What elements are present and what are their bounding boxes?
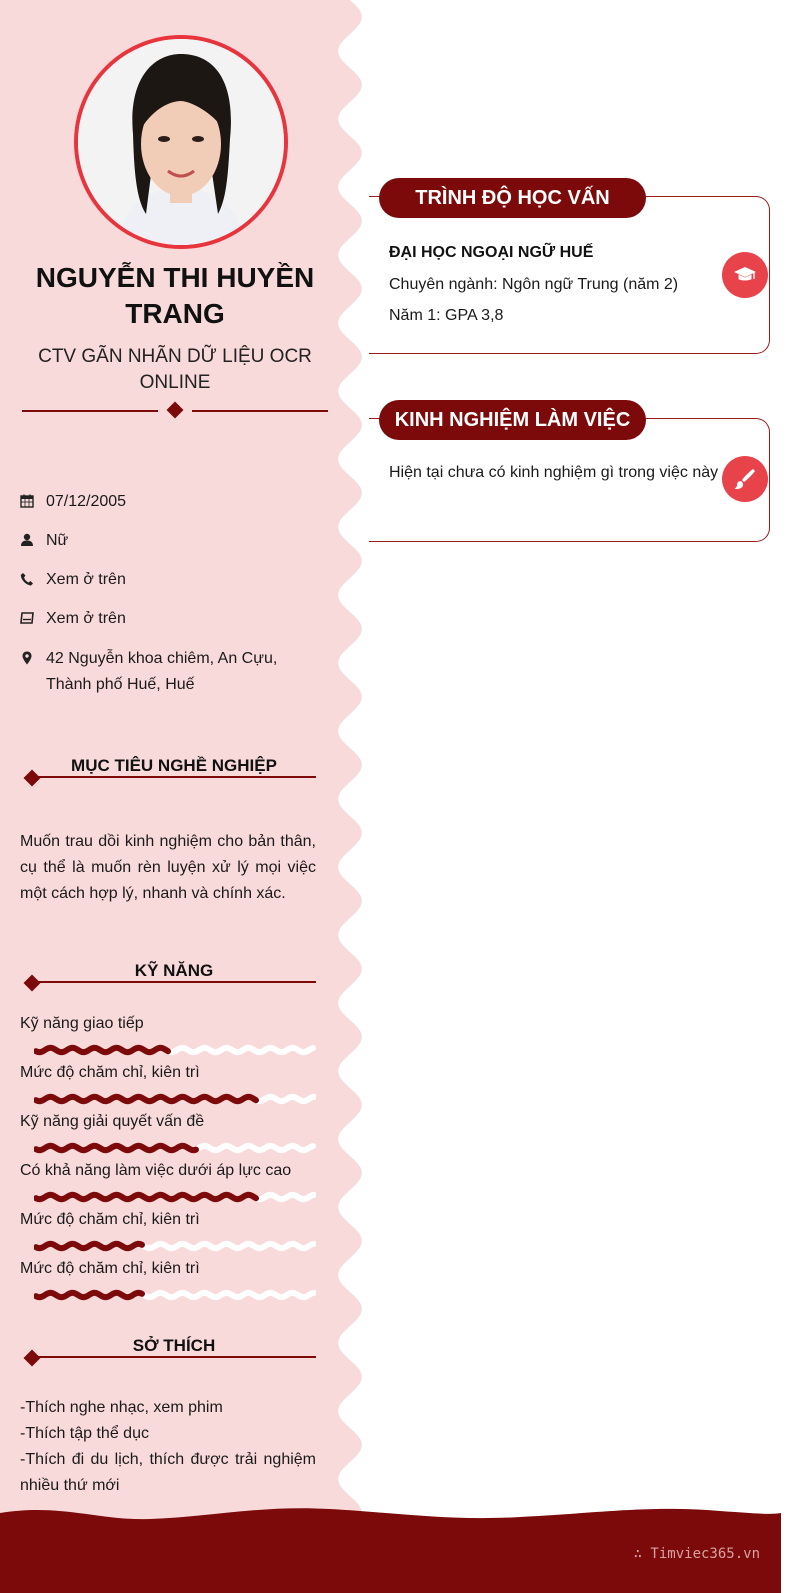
hobby-item: -Thích đi du lịch, thích được trải nghiệm nhiều thứ mới bbox=[20, 1451, 316, 1494]
skill-bar-fill bbox=[36, 1244, 142, 1248]
phone-value: Xem ở trên bbox=[46, 571, 126, 588]
skill-name: Có khả năng làm việc dưới áp lực cao bbox=[20, 1162, 292, 1179]
objective-text: Muốn trau dồi kinh nghiệm cho bản thân, cụ thể là muốn rèn luyện xử lý mọi việc một cách hợp lý, nhanh và chính xác. bbox=[20, 833, 316, 902]
calendar-icon bbox=[20, 494, 34, 508]
experience-heading: KINH NGHIỆM LÀM VIỆC bbox=[379, 400, 646, 440]
skill-name: Mức độ chăm chỉ, kiên trì bbox=[20, 1211, 200, 1228]
skill-bar-fill bbox=[36, 1293, 142, 1297]
watermark: ∴ Timviec365.vn bbox=[633, 1546, 760, 1562]
education-school: ĐẠI HỌC NGOẠI NGỮ HUẾ bbox=[389, 244, 594, 261]
profile-photo-icon bbox=[78, 39, 284, 245]
graduation-cap-icon bbox=[733, 263, 757, 287]
skill-bar-track bbox=[169, 1048, 313, 1052]
skill-name: Kỹ năng giải quyết vấn đề bbox=[20, 1113, 205, 1130]
birthday-value: 07/12/2005 bbox=[46, 493, 127, 510]
education-major: Chuyên ngành: Ngôn ngữ Trung (năm 2) bbox=[389, 276, 679, 293]
hobby-item: -Thích tập thể dục bbox=[20, 1425, 149, 1442]
education-gpa: Năm 1: GPA 3,8 bbox=[389, 307, 504, 324]
user-icon bbox=[20, 533, 34, 547]
skill-bar-track bbox=[142, 1293, 314, 1297]
skill-name: Mức độ chăm chỉ, kiên trì bbox=[20, 1260, 200, 1277]
hobbies-heading: SỞ THÍCH bbox=[20, 1336, 316, 1360]
education-heading: TRÌNH ĐỘ HỌC VẤN bbox=[379, 178, 646, 218]
skill-name: Mức độ chăm chỉ, kiên trì bbox=[20, 1064, 200, 1081]
skill-level-bar bbox=[34, 1092, 316, 1106]
objective-heading: MỤC TIÊU NGHỀ NGHIỆP bbox=[20, 756, 316, 780]
map-marker-icon bbox=[20, 651, 34, 665]
skill-bar-fill bbox=[36, 1195, 256, 1199]
paint-brush-icon bbox=[733, 467, 757, 491]
skills-heading: KỸ NĂNG bbox=[20, 961, 316, 985]
phone-icon bbox=[20, 572, 34, 586]
hobby-item: -Thích nghe nhạc, xem phim bbox=[20, 1399, 223, 1416]
skill-level-bar bbox=[34, 1288, 316, 1302]
experience-badge bbox=[722, 456, 768, 502]
skill-bar-fill bbox=[36, 1097, 256, 1101]
skill-bar-fill bbox=[36, 1146, 196, 1150]
skill-level-bar bbox=[34, 1043, 316, 1057]
skill-bar-track bbox=[197, 1146, 313, 1150]
skill-bar-fill bbox=[36, 1048, 168, 1052]
gender-value: Nữ bbox=[46, 532, 69, 549]
skill-level-bar bbox=[34, 1190, 316, 1204]
education-badge bbox=[722, 252, 768, 298]
skill-level-bar bbox=[34, 1239, 316, 1253]
skill-bar-track bbox=[256, 1195, 314, 1199]
hobbies-text bbox=[20, 1395, 316, 1499]
email-icon bbox=[20, 611, 34, 625]
address-line2: Thành phố Huế, Huế bbox=[46, 676, 195, 693]
avatar bbox=[74, 35, 288, 249]
skill-level-bar bbox=[34, 1141, 316, 1155]
skill-bar-track bbox=[256, 1097, 314, 1101]
email-value: Xem ở trên bbox=[46, 610, 126, 627]
experience-text: Hiện tại chưa có kinh nghiệm gì trong việc này bbox=[389, 464, 719, 481]
job-title: CTV GÃN NHÃN DỮ LIỆU OCR ONLINE bbox=[38, 346, 312, 393]
address-line1: 42 Nguyễn khoa chiêm, An Cựu, bbox=[46, 650, 278, 667]
skill-bar-track bbox=[142, 1244, 314, 1248]
candidate-name: NGUYỄN THI HUYỀN TRANG bbox=[35, 262, 315, 329]
skill-name: Kỹ năng giao tiếp bbox=[20, 1015, 144, 1032]
name-divider bbox=[22, 400, 328, 422]
